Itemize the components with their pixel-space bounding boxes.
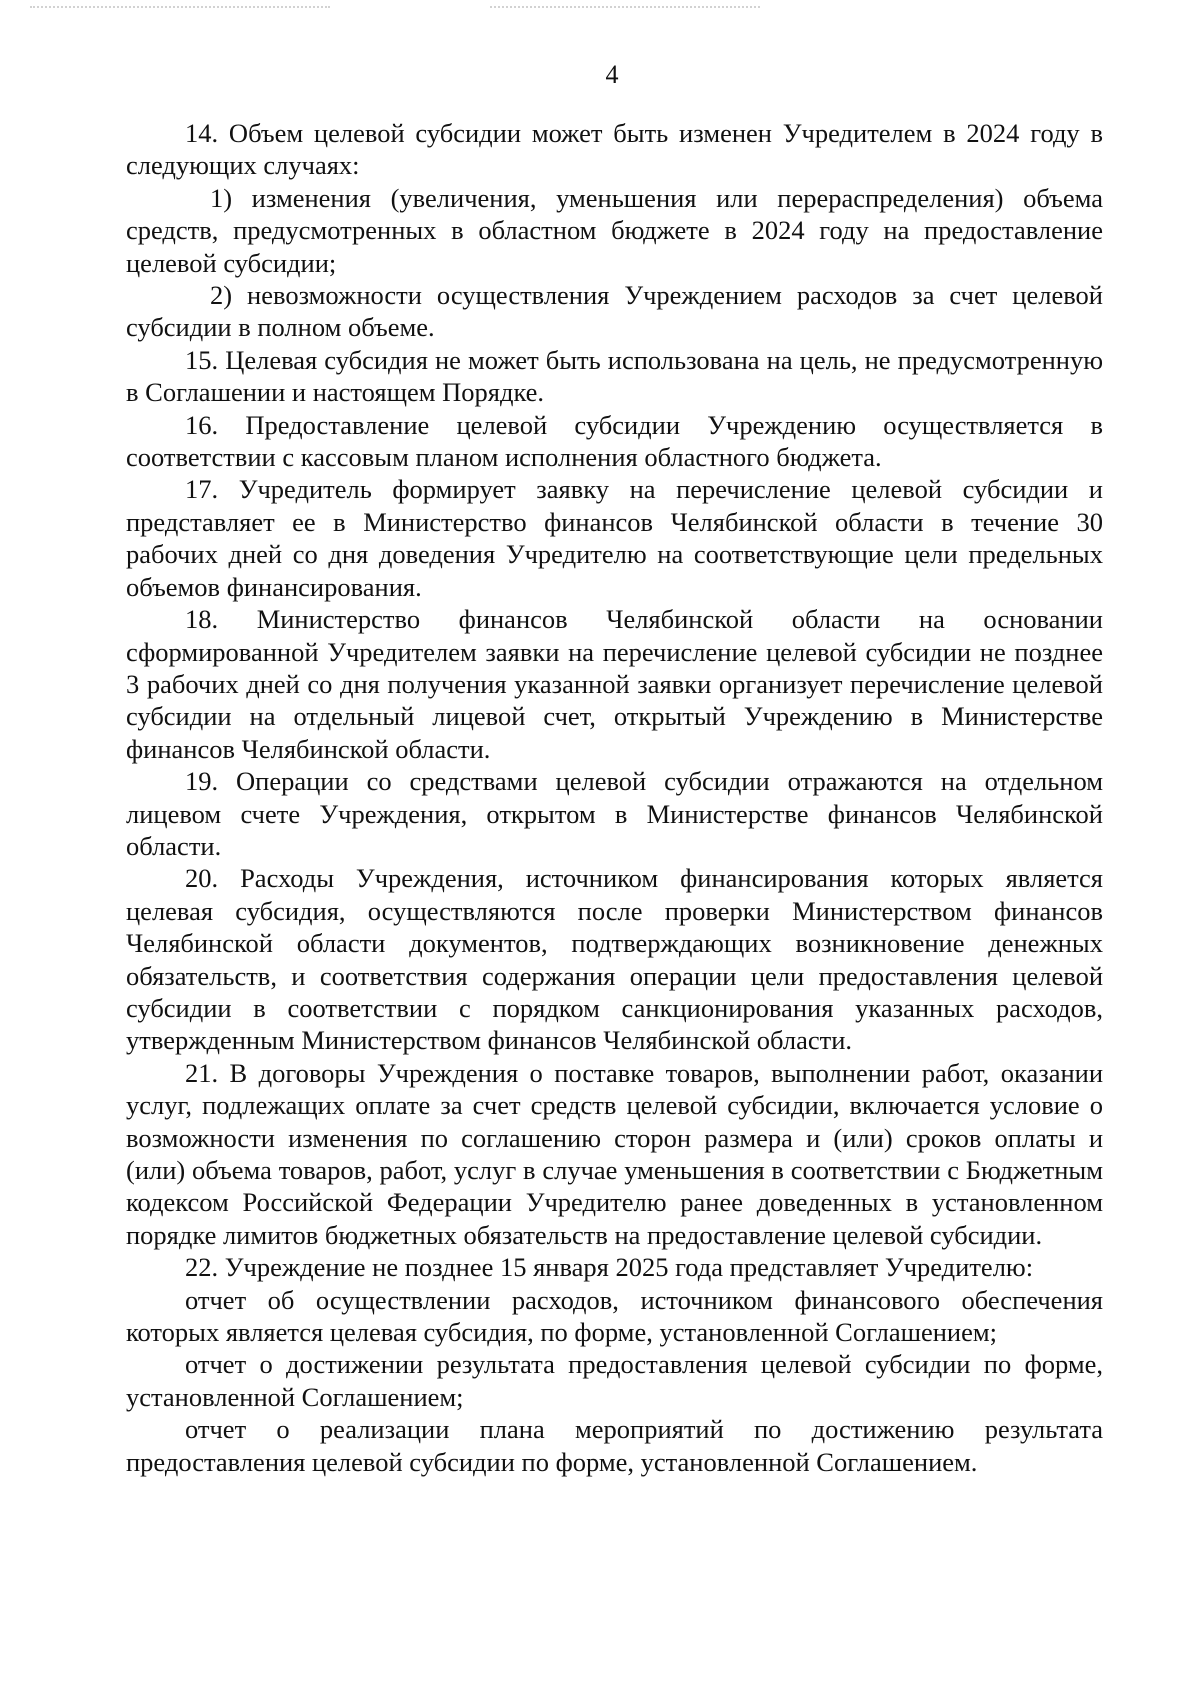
paragraph-17: 17. Учредитель формирует заявку на перечисление целевой субсидии и представляет ее в Министерство финансов Челябинской области в течение 30 рабочих дней со дня доведения Учредителю на соответствующие цели предельных объемов финансирования. [126,474,1103,602]
scan-artifact [490,6,760,12]
paragraph-22-report-1: отчет об осуществлении расходов, источником финансового обеспечения которых является целевая субсидия, по форме, установленной Соглашением; [126,1284,1103,1348]
paragraph-18: 18. Министерство финансов Челябинской области на основании сформированной Учредителем заявки на перечисление целевой субсидии не позднее 3 рабочих дней со дня получения указанной заявки организует перечисление целевой субсидии на отдельный лицевой счет, открытый Учреждению в Министерстве финансов Челябинской области. [126,604,1103,764]
paragraph-22-report-2: отчет о достижении результата предоставления целевой субсидии по форме, установленной Соглашением; [126,1349,1103,1412]
paragraph-14-item-1: 1) изменения (увеличения, уменьшения или перераспределения) объема средств, предусмотренных в областном бюджете в 2024 году на предоставление целевой субсидии; [126,182,1103,278]
paragraph-14-item-2: 2) невозможности осуществления Учреждением расходов за счет целевой субсидии в полном объеме. [126,280,1103,343]
paragraph-21: 21. В договоры Учреждения о поставке товаров, выполнении работ, оказании услуг, подлежащих оплате за счет средств целевой субсидии, включается условие о возможности изменения по соглашению сторон размера и (или) сроков оплаты и (или) объема товаров, работ, услуг в случае уменьшения в соответствии с Бюджетным кодексом Российской Федерации Учредителю ранее доведенных в установленном порядке лимитов бюджетных обязательств на предоставление целевой субсидии. [126,1057,1103,1250]
paragraph-15: 15. Целевая субсидия не может быть использована на цель, не предусмотренную в Соглашении и настоящем Порядке. [126,344,1103,408]
document-body [126,117,1103,1478]
paragraph-14: 14. Объем целевой субсидии может быть изменен Учредителем в 2024 году в следующих случаях: [126,118,1103,181]
paragraph-19: 19. Операции со средствами целевой субсидии отражаются на отдельном лицевом счете Учреждения, открытом в Министерстве финансов Челябинской области. [126,766,1103,861]
paragraph-20: 20. Расходы Учреждения, источником финансирования которых является целевая субсидия, осуществляются после проверки Министерством финансов Челябинской области документов, подтверждающих возникновение денежных обязательств, и соответствия содержания операции цели предоставления целевой субсидии в соответствии с порядком санкционирования указанных расходов, утвержденным Министерством финансов Челябинской области. [126,863,1103,1056]
paragraph-22-report-3: отчет о реализации плана мероприятий по достижению результата предоставления целевой субсидии по форме, установленной Соглашением. [126,1414,1103,1477]
paragraph-16: 16. Предоставление целевой субсидии Учреждению осуществляется в соответствии с кассовым планом исполнения областного бюджета. [126,409,1103,473]
page-number: 4 [605,60,619,89]
scan-artifact [30,6,330,12]
paragraph-22: 22. Учреждение не позднее 15 января 2025 года представляет Учредителю: [185,1252,1034,1283]
